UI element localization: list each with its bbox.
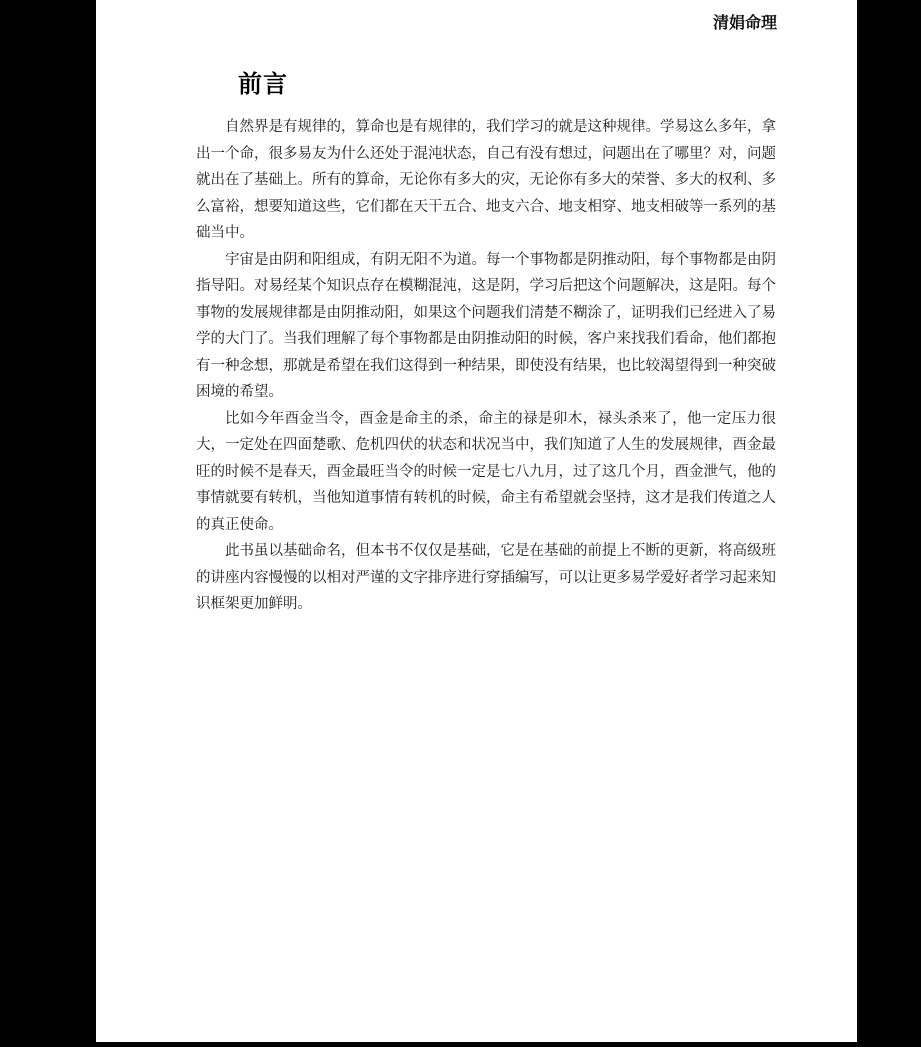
paragraph: 自然界是有规律的，算命也是有规律的，我们学习的就是这种规律。学易这么多年，拿出一个命，很多易友为什么还处于混沌状态，自己有没有想过，问题出在了哪里？对，问题就出在了基础上。所有的算命，无论你有多大的灾，无论你有多大的荣誉、多大的权利、多么富裕，想要知道这些，它们都在天干五合、地支六合、地支相穿、地支相破等一系列的基础当中。 [196,119,776,241]
paragraph: 比如今年酉金当令，酉金是命主的杀，命主的禄是卯木，禄头杀来了，他一定压力很大，一定处在四面楚歌、危机四伏的状态和状况当中，我们知道了人生的发展规律，酉金最旺的时候不是春天，酉金最旺当令的时候一定是七八九月，过了这几个月，酉金泄气，他的事情就要有转机，当他知道事情有转机的时候，命主有希望就会坚持，这才是我们传道之人的真正使命。 [196,410,776,533]
body-text [196,114,776,618]
paragraph: 此书虽以基础命名，但本书不仅仅是基础，它是在基础的前提上不断的更新，将高级班的讲座内容慢慢的以相对严谨的文字排序进行穿插编写，可以让更多易学爱好者学习起来知识框架更加鲜明。 [196,543,776,612]
page-bottom-edge [0,1042,921,1047]
page-title: 前言 [238,70,288,98]
running-header: 清娟命理 [712,13,777,32]
paragraph: 宇宙是由阴和阳组成，有阴无阳不为道。每一个事物都是阴推动阳，每个事物都是由阴指导阳。对易经某个知识点存在模糊混沌，这是阴，学习后把这个问题解决，这是阳。每个事物的发展规律都是由阴推动阳，如果这个问题我们清楚不糊涂了，证明我们已经进入了易学的大门了。当我们理解了每个事物都是由阴推动阳的时候，客户来找我们看命，他们都抱有一种念想，那就是希望在我们这得到一种结果，即使没有结果，也比较渴望得到一种突破困境的希望。 [196,251,776,400]
document-page [96,0,857,1042]
